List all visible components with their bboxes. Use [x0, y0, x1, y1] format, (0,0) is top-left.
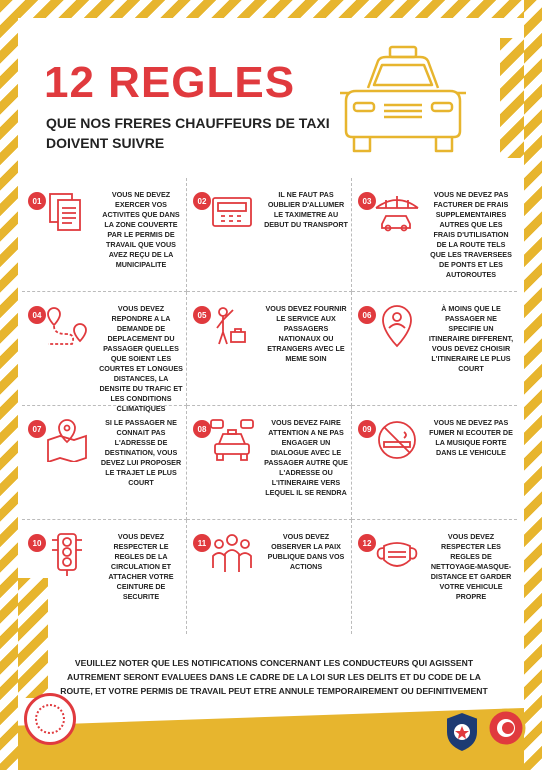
traffic-light-icon	[44, 532, 90, 576]
left-stripe-band	[0, 0, 18, 770]
rule-text: VOUS DEVEZ FOURNIR LE SERVICE AUX PASSAGERS NATIONAUX OU ETRANGERS AVEC LE MEME SOIN	[265, 304, 347, 363]
rule-number: 01	[28, 192, 46, 210]
no-smoking-icon	[374, 418, 420, 462]
rule-card-11	[187, 520, 352, 634]
rule-number: 09	[358, 420, 376, 438]
rule-card-05	[187, 292, 352, 406]
route-pins-icon	[44, 304, 90, 348]
rule-number: 04	[28, 306, 46, 324]
page-corner-stripes-right	[500, 38, 524, 158]
rule-number: 11	[193, 534, 211, 552]
poster-page	[18, 18, 524, 752]
rule-number: 06	[358, 306, 376, 324]
rule-number: 07	[28, 420, 46, 438]
page-subtitle: QUE NOS FRERES CHAUFFEURS DE TAXI DOIVENT SUIVRE	[46, 115, 330, 151]
page-title: 12 REGLES	[44, 58, 296, 107]
bridge-car-icon	[374, 190, 420, 234]
rule-card-12	[352, 520, 517, 634]
right-stripe-band	[524, 0, 542, 770]
rule-number: 03	[358, 192, 376, 210]
map-pin-icon	[44, 418, 90, 462]
rule-number: 10	[28, 534, 46, 552]
rule-text: VOUS DEVEZ OBSERVER LA PAIX PUBLIQUE DANS VOS ACTIONS	[267, 532, 345, 571]
rule-card-10	[22, 520, 187, 634]
rule-text: VOUS DEVEZ RESPECTER LES REGLES DE NETTOYAGE-MASQUE-DISTANCE ET GARDER VOTRE VEHICULE PROPRE	[430, 532, 512, 601]
rule-text: IL NE FAUT PAS OUBLIER D'ALLUMER LE TAXIMETRE AU DEBUT DU TRANSPORT	[264, 190, 348, 229]
rule-text: SI LE PASSAGER NE CONNAIT PAS L'ADRESSE DE DESTINATION, VOUS DEVEZ LUI PROPOSER LE TRAJET LE PLUS COURT	[100, 418, 182, 487]
rule-number: 02	[193, 192, 211, 210]
rule-text: VOUS DEVEZ REPONDRE A LA DEMANDE DE DEPLACEMENT DU PASSAGER QUELLES QUE SOIENT LES COURTES ET LONGUES DISTANCES, LA DENSITE DU TRAFIC ET LES CONDITIONS CLIMATIQUES	[99, 304, 183, 413]
top-stripe-band	[0, 0, 542, 18]
rule-number: 08	[193, 420, 211, 438]
rule-card-01	[22, 178, 187, 292]
rule-text: VOUS DEVEZ FAIRE ATTENTION A NE PAS ENGAGER UN DIALOGUE AVEC LE PASSAGER AUTRE QUE L'ADRESSE OU L'ITINERAIRE VERS LEQUEL IL SE RENDRA	[264, 418, 348, 497]
rule-text: VOUS NE DEVEZ EXERCER VOS ACTIVITES QUE DANS LA ZONE COUVERTE PAR LE PERMIS DE TRAVAIL QUE VOUS AVEZ REÇU DE LA MUNICIPALITE	[102, 190, 180, 269]
rule-text: VOUS NE DEVEZ PAS FACTURER DE FRAIS SUPPLEMENTAIRES AUTRES QUE LES FRAIS D'UTILISATION DE LA ROUTE TELS QUE LES TRAVERSEES DE PONTS ET LES AUTOROUTES	[430, 190, 512, 279]
rule-text: À MOINS QUE LE PASSAGER NE SPECIFIE UN ITINERAIRE DIFFERENT, VOUS DEVEZ CHOISIR L'ITINERAIRE LE PLUS COURT	[428, 304, 514, 373]
gendarmerie-emblem-logo	[486, 708, 526, 748]
rule-number: 12	[358, 534, 376, 552]
rule-card-07	[22, 406, 187, 520]
rule-card-02	[187, 178, 352, 292]
documents-icon	[44, 190, 90, 234]
rule-text: VOUS DEVEZ RESPECTER LE REGLES DE LA CIRCULATION ET ATTACHER VOTRE CEINTURE DE SECURITE	[108, 532, 174, 601]
rule-card-03	[352, 178, 517, 292]
ministry-seal-logo	[24, 693, 76, 745]
taximeter-icon	[209, 190, 255, 234]
location-person-icon	[374, 304, 420, 348]
taxi-front-icon	[338, 43, 468, 158]
rule-card-04	[22, 292, 187, 413]
people-group-icon	[209, 532, 255, 576]
rule-card-09	[352, 406, 517, 520]
taxi-dialogue-icon	[209, 418, 255, 462]
rule-card-08	[187, 406, 352, 520]
rule-number: 05	[193, 306, 211, 324]
hailing-passenger-icon	[209, 304, 255, 348]
police-emblem-logo	[442, 710, 482, 754]
rule-card-06	[352, 292, 517, 406]
face-mask-icon	[374, 532, 420, 576]
legal-notice: VEUILLEZ NOTER QUE LES NOTIFICATIONS CONCERNANT LES CONDUCTEURS QUI AGISSENT AUTREMENT SERONT EVALUEES DANS LE CADRE DE LA LOI SUR LES DELITS ET DU CODE DE LA ROUTE, ET VOTRE PERMIS DE TRAVAIL PEUT ETRE ANNULE TEMPORAIREMENT OU DEFINITIVEMENT	[60, 658, 488, 696]
rule-text: VOUS NE DEVEZ PAS FUMER NI ECOUTER DE LA MUSIQUE FORTE DANS LE VEHICULE	[429, 418, 513, 457]
